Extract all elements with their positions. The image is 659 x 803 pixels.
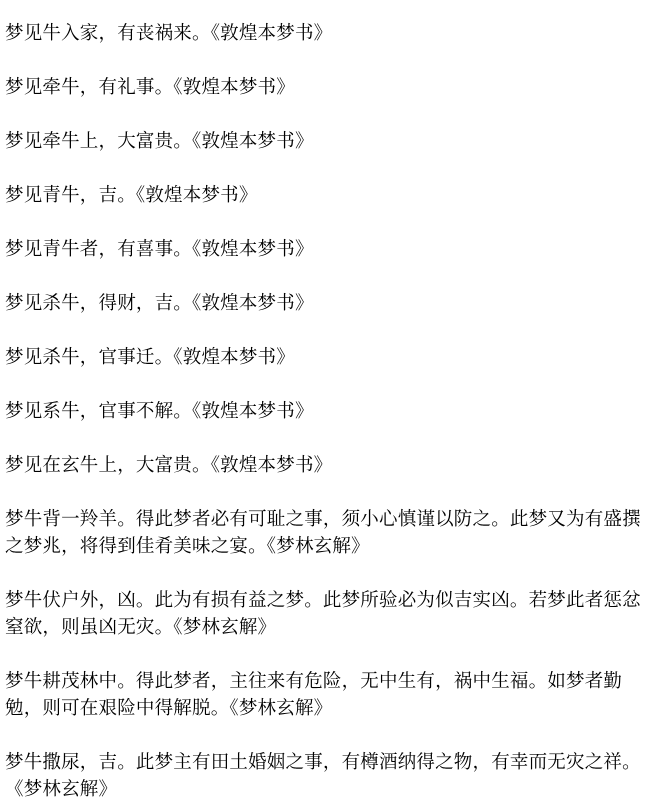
entry-12: 梦牛耕茂林中。得此梦者，主往来有危险，无中生有，祸中生福。如梦者勤勉，则可在艰险中得解脱。《梦林玄解》 xyxy=(5,670,623,719)
entry-5: 梦见青牛者，有喜事。《敦煌本梦书》 xyxy=(5,238,314,260)
entry-8: 梦见系牛，官事不解。《敦煌本梦书》 xyxy=(5,400,314,422)
entry-4: 梦见青牛，吉。《敦煌本梦书》 xyxy=(5,184,258,206)
entry-2: 梦见牵牛，有礼事。《敦煌本梦书》 xyxy=(5,76,295,98)
entry-10: 梦牛背一羚羊。得此梦者必有可耻之事，须小心慎谨以防之。此梦又为有盛撰之梦兆，将得到佳肴美味之宴。《梦林玄解》 xyxy=(5,508,641,557)
entry-3: 梦见牵牛上，大富贵。《敦煌本梦书》 xyxy=(5,130,314,152)
entry-11: 梦牛伏户外，凶。此为有损有益之梦。此梦所验必为似吉实凶。若梦此者惩忿窒欲，则虽凶无灾。《梦林玄解》 xyxy=(5,589,641,638)
entry-9: 梦见在玄牛上，大富贵。《敦煌本梦书》 xyxy=(5,454,333,476)
entry-6: 梦见杀牛，得财，吉。《敦煌本梦书》 xyxy=(5,292,314,314)
entry-1: 梦见牛入家，有丧祸来。《敦煌本梦书》 xyxy=(5,22,333,44)
entry-7: 梦见杀牛，官事迁。《敦煌本梦书》 xyxy=(5,346,295,368)
entry-13: 梦牛撒尿，吉。此梦主有田土婚姻之事，有樽酒纳得之物，有幸而无灾之祥。《梦林玄解》 xyxy=(5,751,641,800)
